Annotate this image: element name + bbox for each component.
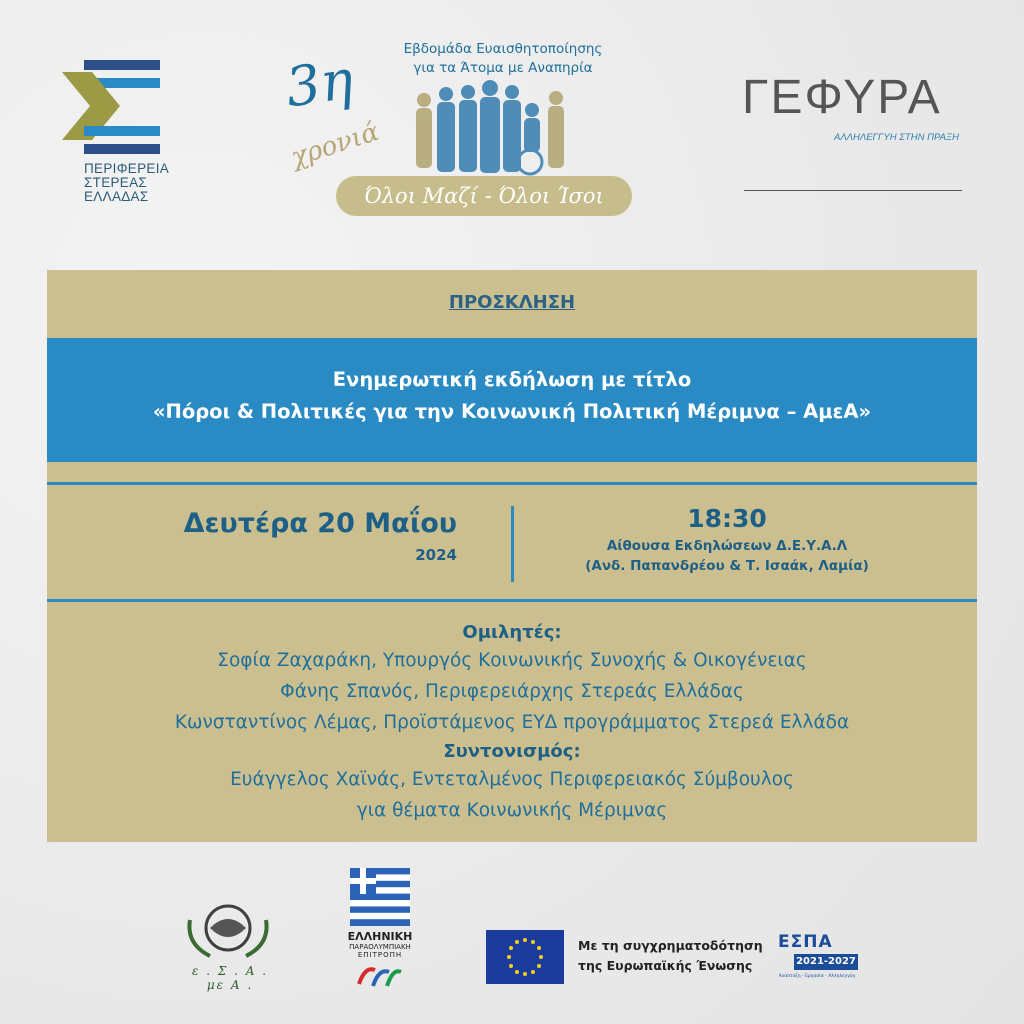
esamea-logo (180, 900, 276, 992)
eu-text-line-2: της Ευρωπαϊκής Ένωσης (578, 958, 753, 973)
paralympic-line-1: ΕΛΛΗΝΙΚΗ (347, 930, 413, 943)
paralympic-logo (343, 868, 417, 998)
gefyra-underline (744, 190, 962, 191)
speaker-3: Κωνσταντίνος Λέμας, Προϊστάμενος ΕΥΔ προγράμματος Στερεά Ελλάδα (174, 712, 850, 733)
region-line-3: ΕΛΛΑΔΑΣ (84, 189, 149, 204)
week-edition: 3η (281, 47, 357, 120)
week-edition-word: χρονιά (287, 116, 383, 174)
speaker-1: Σοφία Ζαχαράκη, Υπουργός Κοινωνικής Συνοχής & Οικογένειας (217, 650, 807, 671)
espa-word: ΕΣΠΑ (778, 932, 833, 952)
invitation-panel (47, 270, 977, 842)
coordination-heading: Συντονισμός: (443, 741, 581, 762)
week-title-line-2: για τα Άτομα με Αναπηρία (413, 60, 593, 76)
gefyra-name: ΓΕΦΥΡΑ (742, 71, 942, 124)
event-title-line-2: «Πόροι & Πολιτικές για την Κοινωνική Πολιτική Μέριμνα – ΑμεΑ» (152, 400, 872, 423)
agitos-icon (355, 964, 405, 990)
coordinator-line-2: για θέματα Κοινωνικής Μέριμνας (356, 800, 668, 821)
awareness-week-logo (280, 40, 640, 220)
event-venue: Αίθουσα Εκδηλώσεων Δ.Ε.Υ.Α.Λ (606, 538, 848, 554)
eu-text (578, 936, 788, 976)
eu-cofunding (486, 930, 786, 984)
speaker-2: Φάνης Σπανός, Περιφερειάρχης Στερεάς Ελλάδας (280, 681, 744, 702)
greek-flag-icon (350, 868, 410, 926)
event-date: Δευτέρα 20 Μαΐου (183, 508, 457, 539)
divider-top (47, 482, 977, 485)
event-year: 2024 (415, 546, 457, 564)
region-sigma-icon (62, 58, 172, 158)
region-logo-text (84, 162, 174, 204)
event-title-line-1: Ενημερωτική εκδήλωση με τίτλο (332, 368, 692, 391)
eu-text-line-1: Με τη συγχρηματοδότηση (578, 938, 763, 953)
region-line-2: ΣΤΕΡΕΑΣ (84, 175, 148, 190)
speakers-heading: Ομιλητές: (462, 622, 562, 643)
invitation-heading: ΠΡΟΣΚΛΗΣΗ (448, 292, 576, 313)
gefyra-tagline: ΑΛΛΗΛΕΓΓΥΗ ΣΤΗΝ ΠΡΑΞΗ (834, 132, 959, 143)
event-title-band (47, 338, 977, 462)
week-slogan: Όλοι Μαζί - Όλοι Ίσοι (336, 176, 632, 216)
paralympic-line-3: ΕΠΙΤΡΟΠΗ (357, 951, 403, 959)
paralympic-text (343, 930, 417, 959)
event-time: 18:30 (687, 504, 767, 533)
divider-vertical (511, 506, 514, 582)
espa-years: 2021-2027 (794, 954, 858, 970)
handshake-wreath-icon (180, 900, 276, 964)
event-address: (Ανδ. Παπανδρέου & Τ. Ισαάκ, Λαμία) (585, 558, 869, 574)
coordinator-line-1: Ευάγγελος Χαϊνάς, Εντεταλμένος Περιφερειακός Σύμβουλος (230, 769, 794, 790)
divider-bottom (47, 599, 977, 602)
people-group-icon (406, 80, 576, 180)
week-title (388, 40, 618, 78)
eu-flag-icon (486, 930, 564, 984)
esamea-text: ε . Σ . Α . με Α . (191, 964, 269, 992)
gefyra-logo (742, 70, 964, 195)
paralympic-line-2: ΠΑΡΑΟΛΥΜΠΙΑΚΗ (349, 943, 411, 951)
espa-tagline: Ανάπτυξη - Εργασία - Αλληλεγγύη (778, 974, 856, 979)
region-logo (62, 58, 172, 208)
region-line-1: ΠΕΡΙΦΕΡΕΙΑ (84, 161, 170, 176)
week-title-line-1: Εβδομάδα Ευαισθητοποίησης (403, 41, 603, 57)
espa-logo (774, 928, 860, 986)
